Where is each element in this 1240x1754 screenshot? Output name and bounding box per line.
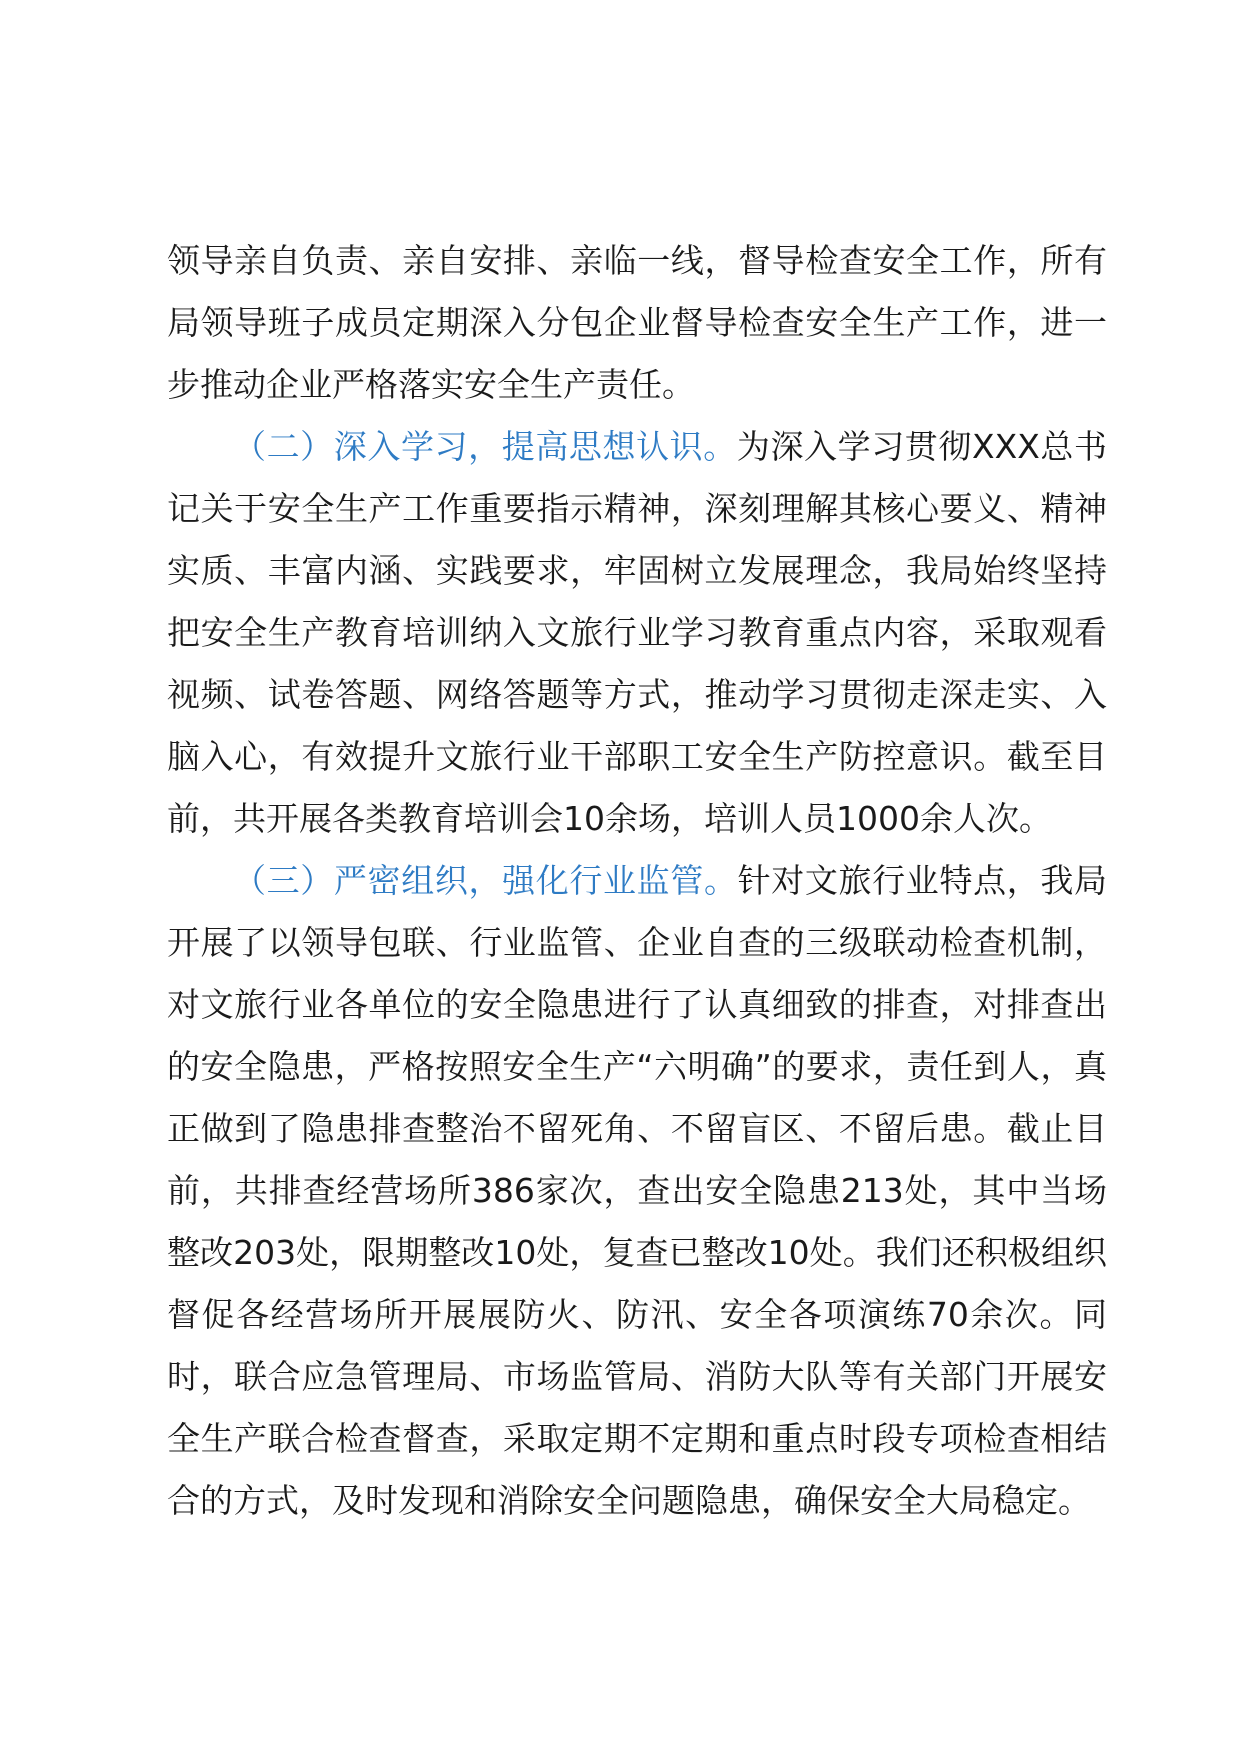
paragraph-section-two (167, 416, 1107, 850)
paragraph-text: 针对文旅行业特点，我局开展了以领导包联、行业监管、企业自查的三级联动检查机制，对文旅行业各单位的安全隐患进行了认真细致的排查，对排查出的安全隐患，严格按照安全生产“六明确”的要求，责任到人，真正做到了隐患排查整治不留死角、不留盲区、不留后患。截止目前，共排查经营场所386家次，查出安全隐患213处，其中当场整改203处，限期整改10处，复查已整改10处。我们还积极组织督促各经营场所开展展防火、防汛、安全各项演练70余次。同时，联合应急管理局、市场监管局、消防大队等有关部门开展安全生产联合检查督查，采取定期不定期和重点时段专项检查相结合的方式，及时发现和消除安全问题隐患，确保安全大局稳定。 (167, 861, 1108, 1520)
section-heading: （三）严密组织，强化行业监管。 (233, 861, 738, 900)
paragraph-section-three (167, 850, 1107, 1532)
paragraph-text: 领导亲自负责、亲自安排、亲临一线，督导检查安全工作，所有局领导班子成员定期深入分包企业督导检查安全生产工作，进一步推动企业严格落实安全生产责任。 (167, 241, 1107, 404)
section-heading: （二）深入学习，提高思想认识。 (233, 427, 737, 466)
paragraph-continuation (167, 230, 1107, 416)
paragraph-text: 为深入学习贯彻XXX总书记关于安全生产工作重要指示精神，深刻理解其核心要义、精神实质、丰富内涵、实践要求，牢固树立发展理念，我局始终坚持把安全生产教育培训纳入文旅行业学习教育重点内容，采取观看视频、试卷答题、网络答题等方式，推动学习贯彻走深走实、入脑入心，有效提升文旅行业干部职工安全生产防控意识。截至目前，共开展各类教育培训会10余场，培训人员1000余人次。 (167, 427, 1107, 838)
document-body (167, 230, 1107, 1532)
